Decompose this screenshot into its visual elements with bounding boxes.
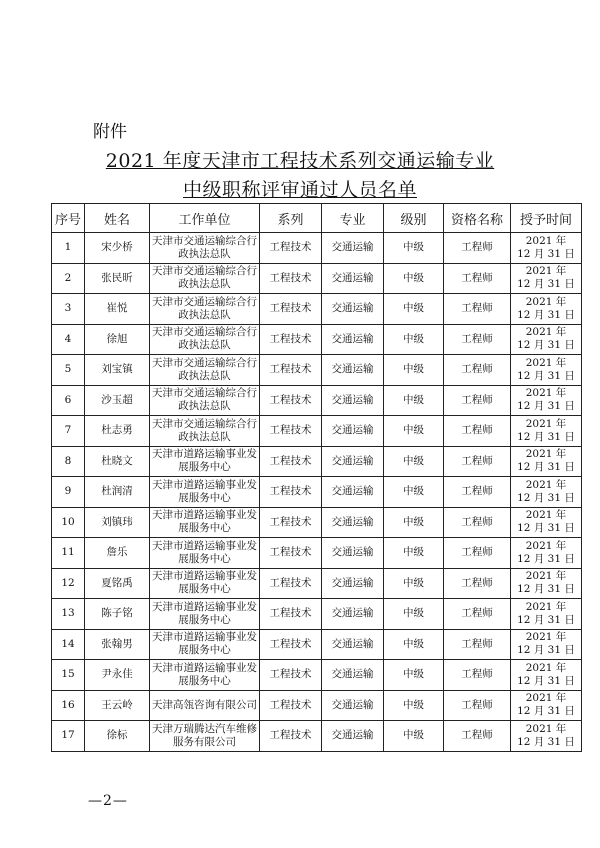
name-cell: 张民昕 bbox=[85, 263, 150, 294]
major-cell: 交通运输 bbox=[322, 477, 384, 508]
grant-date-cell bbox=[511, 385, 582, 416]
grant-date-cell bbox=[511, 446, 582, 477]
name-cell: 宋少桥 bbox=[85, 233, 150, 264]
name-cell: 杜志勇 bbox=[85, 416, 150, 447]
work-unit-cell: 天津高瓴咨询有限公司 bbox=[150, 690, 260, 721]
level-cell: 中级 bbox=[384, 690, 444, 721]
table-row bbox=[52, 568, 582, 599]
name-cell: 徐标 bbox=[85, 721, 150, 752]
name-cell: 杜晓文 bbox=[85, 446, 150, 477]
qualification-cell: 工程师 bbox=[444, 416, 511, 447]
work-unit-cell: 天津市道路运输事业发展服务中心 bbox=[150, 660, 260, 691]
major-cell: 交通运输 bbox=[322, 233, 384, 264]
level-cell: 中级 bbox=[384, 263, 444, 294]
column-header: 授予时间 bbox=[511, 204, 582, 233]
grant-date-cell bbox=[511, 477, 582, 508]
series-cell: 工程技术 bbox=[260, 263, 322, 294]
grant-date-year: 2021 年 bbox=[525, 356, 567, 369]
row-number-cell: 5 bbox=[52, 355, 85, 386]
attachment-label: 附件 bbox=[93, 122, 127, 142]
grant-date-year: 2021 年 bbox=[525, 661, 567, 674]
grant-date-cell bbox=[511, 538, 582, 569]
level-cell: 中级 bbox=[384, 568, 444, 599]
grant-date-day: 12 月 31 日 bbox=[517, 491, 575, 504]
qualification-cell: 工程师 bbox=[444, 355, 511, 386]
major-cell: 交通运输 bbox=[322, 690, 384, 721]
work-unit-cell: 天津市交通运输综合行政执法总队 bbox=[150, 385, 260, 416]
name-cell: 沙玉超 bbox=[85, 385, 150, 416]
grant-date-cell bbox=[511, 629, 582, 660]
name-cell: 夏铭禹 bbox=[85, 568, 150, 599]
grant-date-cell bbox=[511, 599, 582, 630]
series-cell: 工程技术 bbox=[260, 599, 322, 630]
row-number-cell: 1 bbox=[52, 233, 85, 264]
grant-date-day: 12 月 31 日 bbox=[517, 613, 575, 626]
name-cell: 刘宝镇 bbox=[85, 355, 150, 386]
work-unit-cell: 天津市交通运输综合行政执法总队 bbox=[150, 233, 260, 264]
table-row bbox=[52, 355, 582, 386]
grant-date-day: 12 月 31 日 bbox=[517, 705, 575, 718]
grant-date-cell bbox=[511, 416, 582, 447]
level-cell: 中级 bbox=[384, 538, 444, 569]
series-cell: 工程技术 bbox=[260, 690, 322, 721]
major-cell: 交通运输 bbox=[322, 538, 384, 569]
grant-date-cell bbox=[511, 690, 582, 721]
grant-date-day: 12 月 31 日 bbox=[517, 552, 575, 565]
major-cell: 交通运输 bbox=[322, 324, 384, 355]
row-number-cell: 10 bbox=[52, 507, 85, 538]
table-row bbox=[52, 385, 582, 416]
work-unit-cell: 天津市交通运输综合行政执法总队 bbox=[150, 294, 260, 325]
grant-date-year: 2021 年 bbox=[525, 509, 567, 522]
grant-date-year: 2021 年 bbox=[525, 600, 567, 613]
table-header-row bbox=[52, 204, 582, 233]
row-number-cell: 6 bbox=[52, 385, 85, 416]
major-cell: 交通运输 bbox=[322, 660, 384, 691]
row-number-cell: 16 bbox=[52, 690, 85, 721]
qualification-cell: 工程师 bbox=[444, 507, 511, 538]
work-unit-cell: 天津万瑞腾达汽车维修服务有限公司 bbox=[150, 721, 260, 752]
qualification-cell: 工程师 bbox=[444, 599, 511, 630]
qualification-cell: 工程师 bbox=[444, 568, 511, 599]
grant-date-day: 12 月 31 日 bbox=[517, 430, 575, 443]
row-number-cell: 3 bbox=[52, 294, 85, 325]
grant-date-day: 12 月 31 日 bbox=[517, 247, 575, 260]
work-unit-cell: 天津市道路运输事业发展服务中心 bbox=[150, 446, 260, 477]
major-cell: 交通运输 bbox=[322, 446, 384, 477]
level-cell: 中级 bbox=[384, 477, 444, 508]
column-header: 系列 bbox=[260, 204, 322, 233]
grant-date-year: 2021 年 bbox=[525, 692, 567, 705]
work-unit-cell: 天津市道路运输事业发展服务中心 bbox=[150, 568, 260, 599]
series-cell: 工程技术 bbox=[260, 477, 322, 508]
level-cell: 中级 bbox=[384, 660, 444, 691]
grant-date-year: 2021 年 bbox=[525, 234, 567, 247]
series-cell: 工程技术 bbox=[260, 660, 322, 691]
column-header: 级别 bbox=[384, 204, 444, 233]
grant-date-day: 12 月 31 日 bbox=[517, 339, 575, 352]
grant-date-day: 12 月 31 日 bbox=[517, 461, 575, 474]
major-cell: 交通运输 bbox=[322, 263, 384, 294]
work-unit-cell: 天津市交通运输综合行政执法总队 bbox=[150, 416, 260, 447]
level-cell: 中级 bbox=[384, 233, 444, 264]
column-header: 资格名称 bbox=[444, 204, 511, 233]
table-row bbox=[52, 538, 582, 569]
major-cell: 交通运输 bbox=[322, 721, 384, 752]
row-number-cell: 7 bbox=[52, 416, 85, 447]
page-number: —2— bbox=[88, 793, 128, 809]
grant-date-day: 12 月 31 日 bbox=[517, 735, 575, 748]
grant-date-cell bbox=[511, 263, 582, 294]
table-row bbox=[52, 721, 582, 752]
grant-date-day: 12 月 31 日 bbox=[517, 400, 575, 413]
name-cell: 刘镇玮 bbox=[85, 507, 150, 538]
major-cell: 交通运输 bbox=[322, 416, 384, 447]
qualification-cell: 工程师 bbox=[444, 446, 511, 477]
qualification-cell: 工程师 bbox=[444, 233, 511, 264]
series-cell: 工程技术 bbox=[260, 294, 322, 325]
work-unit-cell: 天津市交通运输综合行政执法总队 bbox=[150, 324, 260, 355]
work-unit-cell: 天津市道路运输事业发展服务中心 bbox=[150, 538, 260, 569]
grant-date-year: 2021 年 bbox=[525, 265, 567, 278]
level-cell: 中级 bbox=[384, 355, 444, 386]
name-cell: 杜润清 bbox=[85, 477, 150, 508]
qualification-cell: 工程师 bbox=[444, 294, 511, 325]
series-cell: 工程技术 bbox=[260, 416, 322, 447]
grant-date-cell bbox=[511, 568, 582, 599]
grant-date-cell bbox=[511, 721, 582, 752]
series-cell: 工程技术 bbox=[260, 568, 322, 599]
grant-date-year: 2021 年 bbox=[525, 570, 567, 583]
series-cell: 工程技术 bbox=[260, 324, 322, 355]
work-unit-cell: 天津市道路运输事业发展服务中心 bbox=[150, 599, 260, 630]
roster-table-body bbox=[52, 233, 582, 752]
grant-date-cell bbox=[511, 294, 582, 325]
major-cell: 交通运输 bbox=[322, 568, 384, 599]
roster-table bbox=[51, 203, 582, 752]
grant-date-day: 12 月 31 日 bbox=[517, 583, 575, 596]
grant-date-cell bbox=[511, 355, 582, 386]
major-cell: 交通运输 bbox=[322, 385, 384, 416]
qualification-cell: 工程师 bbox=[444, 385, 511, 416]
table-row bbox=[52, 324, 582, 355]
grant-date-day: 12 月 31 日 bbox=[517, 278, 575, 291]
series-cell: 工程技术 bbox=[260, 721, 322, 752]
qualification-cell: 工程师 bbox=[444, 660, 511, 691]
level-cell: 中级 bbox=[384, 629, 444, 660]
row-number-cell: 4 bbox=[52, 324, 85, 355]
row-number-cell: 17 bbox=[52, 721, 85, 752]
grant-date-cell bbox=[511, 660, 582, 691]
work-unit-cell: 天津市交通运输综合行政执法总队 bbox=[150, 355, 260, 386]
table-row bbox=[52, 416, 582, 447]
grant-date-cell bbox=[511, 507, 582, 538]
series-cell: 工程技术 bbox=[260, 629, 322, 660]
level-cell: 中级 bbox=[384, 507, 444, 538]
table-row bbox=[52, 690, 582, 721]
grant-date-year: 2021 年 bbox=[525, 539, 567, 552]
row-number-cell: 9 bbox=[52, 477, 85, 508]
series-cell: 工程技术 bbox=[260, 446, 322, 477]
work-unit-cell: 天津市道路运输事业发展服务中心 bbox=[150, 629, 260, 660]
major-cell: 交通运输 bbox=[322, 294, 384, 325]
major-cell: 交通运输 bbox=[322, 599, 384, 630]
major-cell: 交通运输 bbox=[322, 507, 384, 538]
work-unit-cell: 天津市道路运输事业发展服务中心 bbox=[150, 507, 260, 538]
grant-date-year: 2021 年 bbox=[525, 631, 567, 644]
table-row bbox=[52, 446, 582, 477]
column-header: 专业 bbox=[322, 204, 384, 233]
series-cell: 工程技术 bbox=[260, 385, 322, 416]
name-cell: 徐旭 bbox=[85, 324, 150, 355]
grant-date-year: 2021 年 bbox=[525, 478, 567, 491]
grant-date-cell bbox=[511, 233, 582, 264]
table-row bbox=[52, 599, 582, 630]
qualification-cell: 工程师 bbox=[444, 538, 511, 569]
table-row bbox=[52, 660, 582, 691]
column-header: 工作单位 bbox=[150, 204, 260, 233]
qualification-cell: 工程师 bbox=[444, 721, 511, 752]
table-row bbox=[52, 233, 582, 264]
grant-date-day: 12 月 31 日 bbox=[517, 522, 575, 535]
level-cell: 中级 bbox=[384, 446, 444, 477]
name-cell: 崔悦 bbox=[85, 294, 150, 325]
series-cell: 工程技术 bbox=[260, 507, 322, 538]
qualification-cell: 工程师 bbox=[444, 263, 511, 294]
grant-date-year: 2021 年 bbox=[525, 448, 567, 461]
row-number-cell: 11 bbox=[52, 538, 85, 569]
name-cell: 王云岭 bbox=[85, 690, 150, 721]
grant-date-year: 2021 年 bbox=[525, 722, 567, 735]
qualification-cell: 工程师 bbox=[444, 629, 511, 660]
level-cell: 中级 bbox=[384, 416, 444, 447]
row-number-cell: 12 bbox=[52, 568, 85, 599]
table-row bbox=[52, 507, 582, 538]
document-title-line-2: 中级职称评审通过人员名单 bbox=[182, 179, 417, 201]
qualification-cell: 工程师 bbox=[444, 324, 511, 355]
series-cell: 工程技术 bbox=[260, 233, 322, 264]
level-cell: 中级 bbox=[384, 324, 444, 355]
grant-date-day: 12 月 31 日 bbox=[517, 644, 575, 657]
grant-date-year: 2021 年 bbox=[525, 295, 567, 308]
work-unit-cell: 天津市交通运输综合行政执法总队 bbox=[150, 263, 260, 294]
table-row bbox=[52, 263, 582, 294]
table-row bbox=[52, 294, 582, 325]
table-row bbox=[52, 477, 582, 508]
name-cell: 詹乐 bbox=[85, 538, 150, 569]
document-title-line-1: 2021 年度天津市工程技术系列交通运输专业 bbox=[105, 150, 495, 172]
grant-date-day: 12 月 31 日 bbox=[517, 369, 575, 382]
row-number-cell: 13 bbox=[52, 599, 85, 630]
name-cell: 张翰男 bbox=[85, 629, 150, 660]
grant-date-day: 12 月 31 日 bbox=[517, 674, 575, 687]
grant-date-year: 2021 年 bbox=[525, 326, 567, 339]
grant-date-year: 2021 年 bbox=[525, 387, 567, 400]
qualification-cell: 工程师 bbox=[444, 690, 511, 721]
level-cell: 中级 bbox=[384, 385, 444, 416]
row-number-cell: 14 bbox=[52, 629, 85, 660]
column-header: 序号 bbox=[52, 204, 85, 233]
name-cell: 尹永佳 bbox=[85, 660, 150, 691]
row-number-cell: 2 bbox=[52, 263, 85, 294]
level-cell: 中级 bbox=[384, 599, 444, 630]
work-unit-cell: 天津市道路运输事业发展服务中心 bbox=[150, 477, 260, 508]
grant-date-cell bbox=[511, 324, 582, 355]
major-cell: 交通运输 bbox=[322, 355, 384, 386]
grant-date-year: 2021 年 bbox=[525, 417, 567, 430]
series-cell: 工程技术 bbox=[260, 355, 322, 386]
major-cell: 交通运输 bbox=[322, 629, 384, 660]
series-cell: 工程技术 bbox=[260, 538, 322, 569]
level-cell: 中级 bbox=[384, 294, 444, 325]
column-header: 姓名 bbox=[85, 204, 150, 233]
table-row bbox=[52, 629, 582, 660]
row-number-cell: 15 bbox=[52, 660, 85, 691]
name-cell: 陈子铭 bbox=[85, 599, 150, 630]
row-number-cell: 8 bbox=[52, 446, 85, 477]
grant-date-day: 12 月 31 日 bbox=[517, 308, 575, 321]
level-cell: 中级 bbox=[384, 721, 444, 752]
qualification-cell: 工程师 bbox=[444, 477, 511, 508]
